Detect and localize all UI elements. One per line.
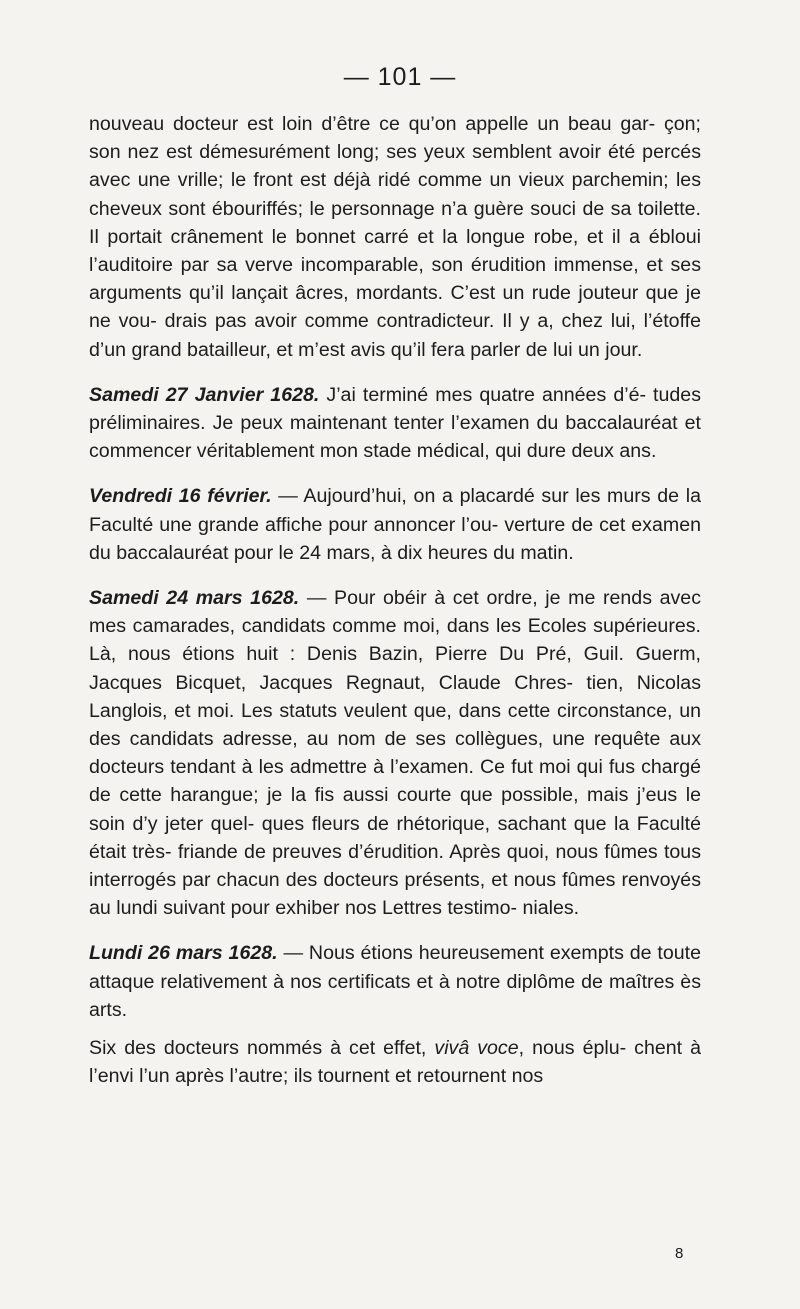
- paragraph-2: [89, 381, 701, 466]
- paragraph-5: [89, 939, 701, 1024]
- paragraph-3-text: — Aujourd’hui, on a placardé sur les murs de la Faculté une grande affiche pour annoncer l’ou- verture de cet examen du baccalauréat pour le 24 mars, à dix heures du matin.: [89, 485, 701, 564]
- paragraph-1-text: nouveau docteur est loin d’être ce qu’on appelle un beau gar- çon; son nez est démesurément long; ses yeux semblent avoir été percés avec une vrille; le front est déjà ridé comme un vieux parchemin; les cheveux sont ébouriffés; le personnage n’a guère souci de sa toilette. Il portait crânement le bonnet carré et la longue robe, et il a ébloui l’auditoire par sa verve incomparable, son érudition immense, et ses arguments qu’il lançait âcres, mordants. C’est un rude jouteur que je ne vou- drais pas avoir comme contradicteur. Il y a, chez lui, l’étoffe d’un grand batailleur, et m’est avis qu’il fera parler de lui un jour.: [89, 113, 701, 361]
- paragraph-3: [89, 482, 701, 567]
- paragraph-2-text: J’ai terminé mes quatre années d’é- tudes préliminaires. Je peux maintenant tenter l’examen du baccalauréat et commencer véritablement mon stade médical, qui dure deux ans.: [89, 383, 701, 463]
- signature-mark: 8: [675, 1245, 684, 1262]
- paragraph-5-text: — Nous étions heureusement exempts de toute attaque relativement à nos certificats et à notre diplôme de maîtres ès arts.: [89, 942, 701, 1021]
- body-text: [89, 110, 701, 1108]
- entry-date: Samedi 24 mars 1628.: [89, 587, 300, 610]
- page-number: — 101 —: [343, 63, 457, 91]
- paragraph-6: [89, 1034, 701, 1090]
- paragraph-4: [89, 584, 701, 922]
- paragraph-4-text: — Pour obéir à cet ordre, je me rends avec mes camarades, candidats comme moi, dans les Ecoles supérieures. Là, nous étions huit : Denis Bazin, Pierre Du Pré, Guil. Guerm, Jacques Bicquet, Jacques Regnaut, Claude Chres- tien, Nicolas Langlois, et moi. Les statuts veulent que, dans cette circonstance, un des candidats adresse, au nom de ses collègues, une requête aux docteurs tendant à les admettre à l’examen. Ce fut moi qui fus chargé de cette harangue; je la fis aussi courte que possible, mais j’eus le soin d’y jeter quel- ques fleurs de rhétorique, sachant que la Faculté était très- friande de preuves d’érudition. Après quoi, nous fûmes tous interrogés par chacun des docteurs présents, et nous fûmes renvoyés au lundi suivant pour exhiber nos Lettres testimo- niales.: [89, 587, 701, 920]
- entry-date: Vendredi 16 février.: [89, 485, 272, 508]
- latin-phrase: vivâ voce: [434, 1037, 519, 1060]
- paragraph-6-text-start: Six des docteurs nommés à cet effet,: [89, 1037, 435, 1060]
- entry-date: Samedi 27 Janvier 1628.: [89, 383, 320, 406]
- paragraph-6-text-end: , nous éplu- chent à l’envi l’un après l’autre; ils tournent et retournent nos: [89, 1037, 701, 1088]
- entry-date: Lundi 26 mars 1628.: [89, 942, 278, 965]
- paragraph-1: [89, 110, 701, 364]
